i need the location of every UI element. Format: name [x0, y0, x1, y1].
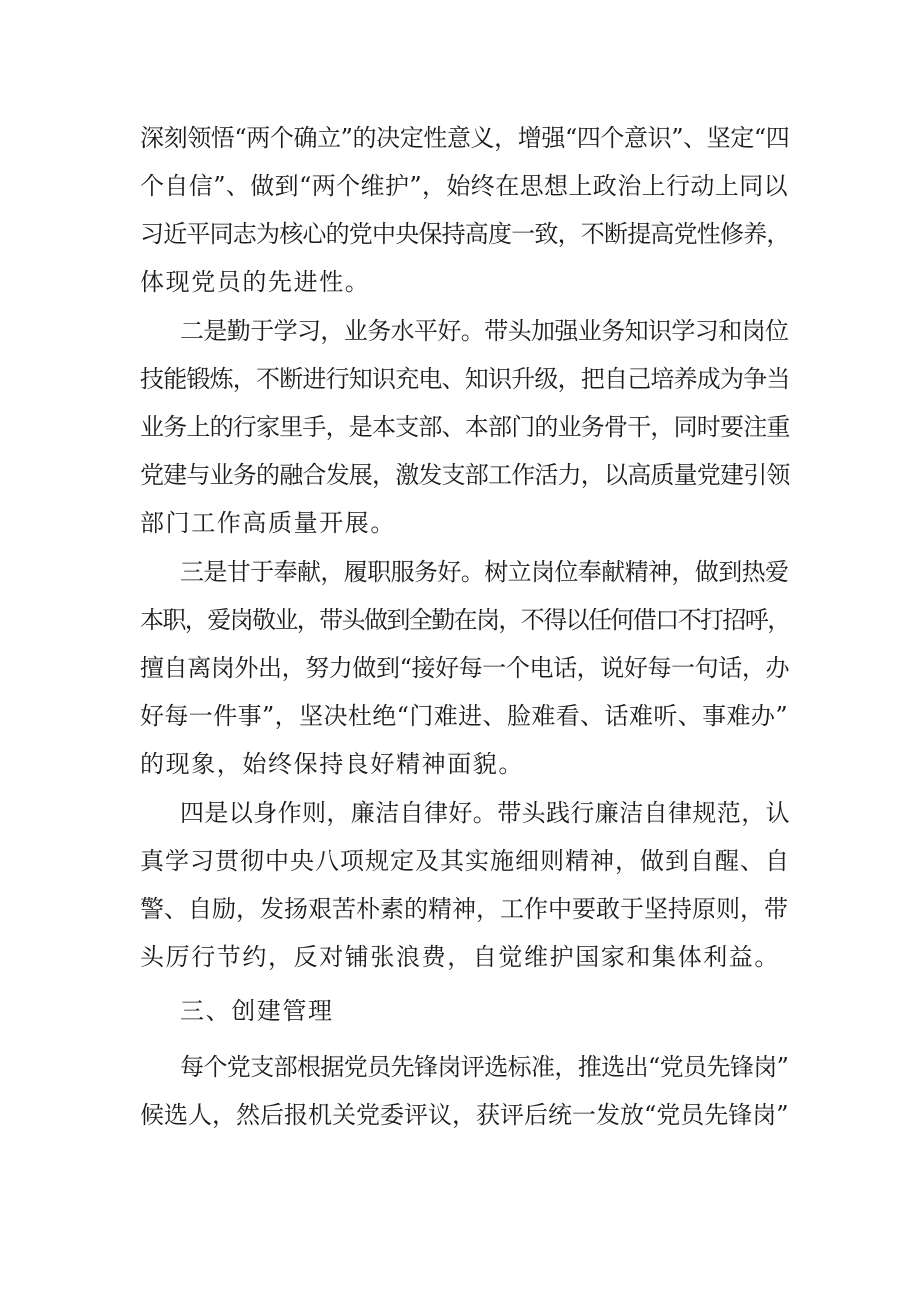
paragraph-2-line-1: 二是勤于学习，业务水平好。带头加强业务知识学习和岗位: [180, 317, 789, 345]
paragraph-4-line-1: 四是以身作则，廉洁自律好。带头践行廉洁自律规范，认: [180, 799, 790, 827]
paragraph-1-line-1: 深刻领悟“两个确立”的决定性意义，增强“四个意识”、坚定“四: [140, 124, 790, 152]
section-heading: 三、创建管理: [180, 997, 334, 1025]
paragraph-2-line-4: 党建与业务的融合发展，激发支部工作活力，以高质量党建引领: [140, 461, 790, 489]
paragraph-3-line-3: 擅自离岗外出，努力做到“接好每一个电话，说好每一句话，办: [140, 654, 790, 682]
paragraph-1-line-4: 体现党员的先进性。: [140, 268, 371, 296]
paragraph-3-line-2: 本职，爱岗敬业，带头做到全勤在岗，不得以任何借口不打招呼，: [140, 606, 790, 634]
paragraph-5-line-1: 每个党支部根据党员先锋岗评选标准，推选出“党员先锋岗”: [180, 1053, 789, 1081]
paragraph-2-line-5: 部门工作高质量开展。: [140, 509, 396, 537]
paragraph-2-line-2: 技能锻炼，不断进行知识充电、知识升级，把自己培养成为争当: [140, 365, 790, 393]
paragraph-2-line-3: 业务上的行家里手，是本支部、本部门的业务骨干，同时要注重: [140, 413, 790, 441]
paragraph-5-line-2: 候选人，然后报机关党委评议，获评后统一发放“党员先锋岗”: [140, 1101, 789, 1129]
paragraph-1-line-3: 习近平同志为核心的党中央保持高度一致，不断提高党性修养，: [140, 220, 790, 248]
paragraph-4-line-3: 警、自励，发扬艰苦朴素的精神，工作中要敢于坚持原则，带: [140, 895, 788, 923]
paragraph-4-line-4: 头厉行节约，反对铺张浪费，自觉维护国家和集体利益。: [140, 943, 780, 971]
paragraph-3-line-1: 三是甘于奉献，履职服务好。树立岗位奉献精神，做到热爱: [180, 558, 789, 586]
paragraph-1-line-2: 个自信”、做到“两个维护”，始终在思想上政治上行动上同以: [140, 172, 789, 200]
paragraph-3-line-5: 的现象，始终保持良好精神面貌。: [140, 750, 524, 778]
paragraph-4-line-2: 真学习贯彻中央八项规定及其实施细则精神，做到自醒、自: [140, 847, 790, 875]
paragraph-3-line-4: 好每一件事”，坚决杜绝“门难进、脸难看、话难听、事难办”: [140, 702, 789, 730]
